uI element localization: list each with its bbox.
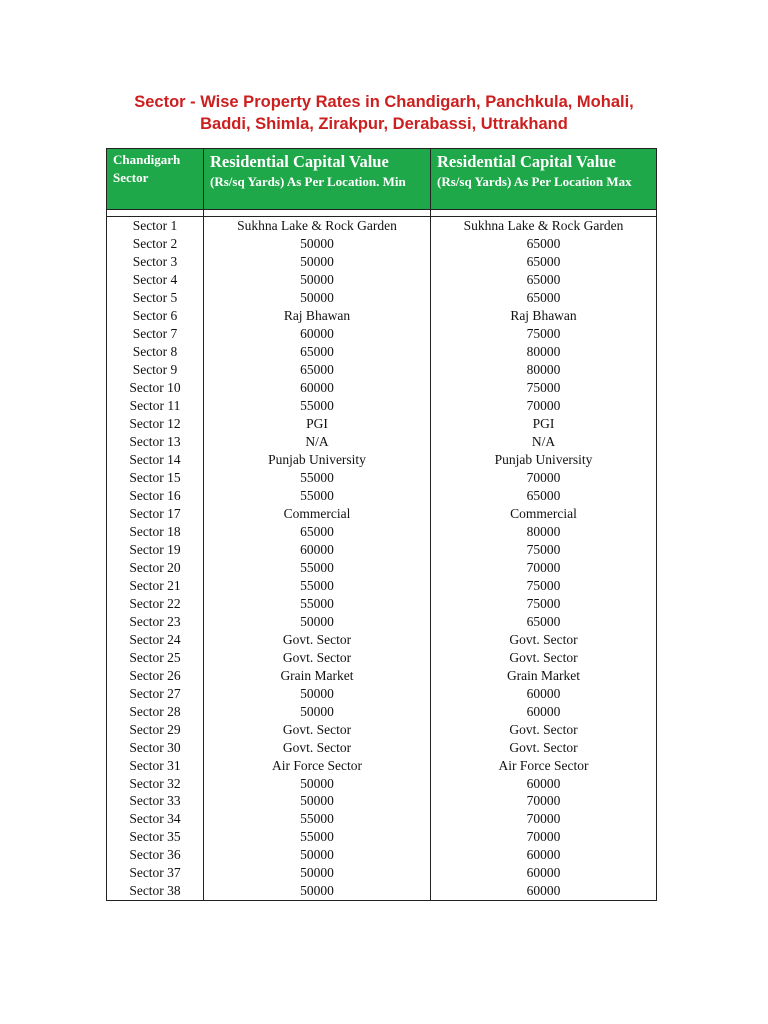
max-value-cell: 75000 xyxy=(431,540,657,558)
max-value-cell: 60000 xyxy=(431,882,657,900)
table-row xyxy=(107,487,657,505)
max-value-cell: Govt. Sector xyxy=(431,738,657,756)
min-value-cell: N/A xyxy=(204,433,431,451)
sector-cell: Sector 13 xyxy=(107,433,204,451)
max-value-cell: 70000 xyxy=(431,397,657,415)
sector-cell: Sector 27 xyxy=(107,684,204,702)
sector-cell: Sector 28 xyxy=(107,702,204,720)
max-value-cell: 75000 xyxy=(431,325,657,343)
table-row xyxy=(107,702,657,720)
sector-cell: Sector 12 xyxy=(107,415,204,433)
min-value-cell: PGI xyxy=(204,415,431,433)
table-row xyxy=(107,469,657,487)
min-value-cell: 50000 xyxy=(204,253,431,271)
min-value-cell: 65000 xyxy=(204,522,431,540)
table-row xyxy=(107,756,657,774)
table-row xyxy=(107,792,657,810)
sector-cell: Sector 8 xyxy=(107,343,204,361)
min-value-cell: 50000 xyxy=(204,612,431,630)
table-row xyxy=(107,522,657,540)
min-value-cell: 55000 xyxy=(204,576,431,594)
table-row xyxy=(107,648,657,666)
table-row xyxy=(107,774,657,792)
page-title xyxy=(0,91,768,135)
table-row xyxy=(107,558,657,576)
table-row xyxy=(107,289,657,307)
title-line-1: Sector - Wise Property Rates in Chandigarh, Panchkula, Mohali, xyxy=(134,93,634,111)
min-value-cell: 65000 xyxy=(204,343,431,361)
sector-cell: Sector 2 xyxy=(107,235,204,253)
table-row xyxy=(107,397,657,415)
sector-cell: Sector 26 xyxy=(107,666,204,684)
sector-cell: Sector 19 xyxy=(107,540,204,558)
min-value-cell: Grain Market xyxy=(204,666,431,684)
max-value-cell: 65000 xyxy=(431,253,657,271)
sector-cell: Sector 18 xyxy=(107,522,204,540)
min-value-cell: 60000 xyxy=(204,325,431,343)
min-value-cell: Govt. Sector xyxy=(204,738,431,756)
max-value-cell: 80000 xyxy=(431,343,657,361)
min-value-cell: 50000 xyxy=(204,864,431,882)
max-value-cell: Air Force Sector xyxy=(431,756,657,774)
max-value-cell: 75000 xyxy=(431,594,657,612)
min-value-cell: Govt. Sector xyxy=(204,648,431,666)
max-value-cell: 70000 xyxy=(431,810,657,828)
sector-cell: Sector 30 xyxy=(107,738,204,756)
sector-cell: Sector 9 xyxy=(107,361,204,379)
sector-cell: Sector 24 xyxy=(107,630,204,648)
table-row xyxy=(107,684,657,702)
table-row xyxy=(107,576,657,594)
sector-cell: Sector 31 xyxy=(107,756,204,774)
table-row xyxy=(107,325,657,343)
sector-cell: Sector 7 xyxy=(107,325,204,343)
sector-cell: Sector 6 xyxy=(107,307,204,325)
header-sector xyxy=(107,149,204,210)
table-body xyxy=(107,210,657,901)
sector-cell: Sector 5 xyxy=(107,289,204,307)
max-value-cell: 70000 xyxy=(431,558,657,576)
max-value-cell: Raj Bhawan xyxy=(431,307,657,325)
table-row xyxy=(107,540,657,558)
min-value-cell: 50000 xyxy=(204,774,431,792)
table-row xyxy=(107,433,657,451)
min-value-cell: 50000 xyxy=(204,684,431,702)
max-value-cell: Punjab University xyxy=(431,451,657,469)
max-value-cell: 80000 xyxy=(431,522,657,540)
table-row xyxy=(107,343,657,361)
max-value-cell: 60000 xyxy=(431,864,657,882)
max-value-cell: 65000 xyxy=(431,235,657,253)
table-row xyxy=(107,882,657,900)
sector-cell: Sector 36 xyxy=(107,846,204,864)
sector-cell: Sector 33 xyxy=(107,792,204,810)
min-value-cell: 60000 xyxy=(204,379,431,397)
min-value-cell: 55000 xyxy=(204,487,431,505)
header-max-subtitle: (Rs/sq Yards) As Per Location Max xyxy=(437,174,632,189)
header-max-title: Residential Capital Value xyxy=(437,152,616,171)
sector-cell: Sector 17 xyxy=(107,505,204,523)
header-min-title: Residential Capital Value xyxy=(210,152,389,171)
sector-cell: Sector 22 xyxy=(107,594,204,612)
header-min-value xyxy=(204,149,431,210)
sector-cell: Sector 21 xyxy=(107,576,204,594)
min-value-cell: 50000 xyxy=(204,271,431,289)
min-value-cell: Air Force Sector xyxy=(204,756,431,774)
sector-cell: Sector 37 xyxy=(107,864,204,882)
table-row xyxy=(107,612,657,630)
max-value-cell: 75000 xyxy=(431,379,657,397)
table-row xyxy=(107,630,657,648)
max-value-cell: Commercial xyxy=(431,505,657,523)
max-value-cell: 80000 xyxy=(431,361,657,379)
min-value-cell: 55000 xyxy=(204,397,431,415)
sector-cell: Sector 38 xyxy=(107,882,204,900)
max-value-cell: Govt. Sector xyxy=(431,648,657,666)
max-value-cell: Sukhna Lake & Rock Garden xyxy=(431,217,657,235)
sector-cell: Sector 23 xyxy=(107,612,204,630)
min-value-cell: 50000 xyxy=(204,235,431,253)
min-value-cell: 55000 xyxy=(204,469,431,487)
table-row xyxy=(107,415,657,433)
max-value-cell: 60000 xyxy=(431,774,657,792)
min-value-cell: 60000 xyxy=(204,540,431,558)
table-row xyxy=(107,666,657,684)
table-row xyxy=(107,379,657,397)
min-value-cell: 55000 xyxy=(204,594,431,612)
sector-cell: Sector 20 xyxy=(107,558,204,576)
min-value-cell: Commercial xyxy=(204,505,431,523)
max-value-cell: 75000 xyxy=(431,576,657,594)
sector-cell: Sector 11 xyxy=(107,397,204,415)
min-value-cell: Raj Bhawan xyxy=(204,307,431,325)
sector-cell: Sector 35 xyxy=(107,828,204,846)
min-value-cell: 50000 xyxy=(204,846,431,864)
table-spacer-row xyxy=(107,210,657,217)
table-row xyxy=(107,271,657,289)
min-value-cell: 55000 xyxy=(204,828,431,846)
table-row xyxy=(107,810,657,828)
sector-cell: Sector 1 xyxy=(107,217,204,235)
sector-cell: Sector 34 xyxy=(107,810,204,828)
table-row xyxy=(107,594,657,612)
table-row xyxy=(107,307,657,325)
sector-cell: Sector 32 xyxy=(107,774,204,792)
sector-cell: Sector 15 xyxy=(107,469,204,487)
header-min-subtitle: (Rs/sq Yards) As Per Location. Min xyxy=(210,174,406,189)
min-value-cell: Sukhna Lake & Rock Garden xyxy=(204,217,431,235)
max-value-cell: Govt. Sector xyxy=(431,630,657,648)
sector-cell: Sector 4 xyxy=(107,271,204,289)
min-value-cell: Govt. Sector xyxy=(204,630,431,648)
table-row xyxy=(107,828,657,846)
max-value-cell: Govt. Sector xyxy=(431,720,657,738)
header-max-value xyxy=(431,149,657,210)
sector-cell: Sector 3 xyxy=(107,253,204,271)
min-value-cell: 50000 xyxy=(204,882,431,900)
title-line-2: Baddi, Shimla, Zirakpur, Derabassi, Uttrakhand xyxy=(200,115,568,133)
table-row xyxy=(107,846,657,864)
table-row xyxy=(107,235,657,253)
min-value-cell: Govt. Sector xyxy=(204,720,431,738)
max-value-cell: PGI xyxy=(431,415,657,433)
table-row xyxy=(107,361,657,379)
max-value-cell: 65000 xyxy=(431,612,657,630)
max-value-cell: N/A xyxy=(431,433,657,451)
max-value-cell: 65000 xyxy=(431,487,657,505)
table-row xyxy=(107,451,657,469)
max-value-cell: Grain Market xyxy=(431,666,657,684)
min-value-cell: 55000 xyxy=(204,810,431,828)
max-value-cell: 70000 xyxy=(431,469,657,487)
table-row xyxy=(107,505,657,523)
min-value-cell: 50000 xyxy=(204,289,431,307)
max-value-cell: 65000 xyxy=(431,289,657,307)
table-row xyxy=(107,217,657,235)
sector-cell: Sector 16 xyxy=(107,487,204,505)
max-value-cell: 65000 xyxy=(431,271,657,289)
header-sector-label: Chandigarh Sector xyxy=(113,152,181,185)
table-row xyxy=(107,864,657,882)
min-value-cell: 65000 xyxy=(204,361,431,379)
max-value-cell: 60000 xyxy=(431,702,657,720)
max-value-cell: 60000 xyxy=(431,684,657,702)
sector-cell: Sector 10 xyxy=(107,379,204,397)
property-rates-table xyxy=(106,148,657,901)
min-value-cell: 55000 xyxy=(204,558,431,576)
sector-cell: Sector 14 xyxy=(107,451,204,469)
table-row xyxy=(107,253,657,271)
max-value-cell: 70000 xyxy=(431,792,657,810)
min-value-cell: Punjab University xyxy=(204,451,431,469)
max-value-cell: 70000 xyxy=(431,828,657,846)
min-value-cell: 50000 xyxy=(204,702,431,720)
sector-cell: Sector 25 xyxy=(107,648,204,666)
min-value-cell: 50000 xyxy=(204,792,431,810)
max-value-cell: 60000 xyxy=(431,846,657,864)
sector-cell: Sector 29 xyxy=(107,720,204,738)
table-header-row xyxy=(107,149,657,210)
table-row xyxy=(107,738,657,756)
table-row xyxy=(107,720,657,738)
